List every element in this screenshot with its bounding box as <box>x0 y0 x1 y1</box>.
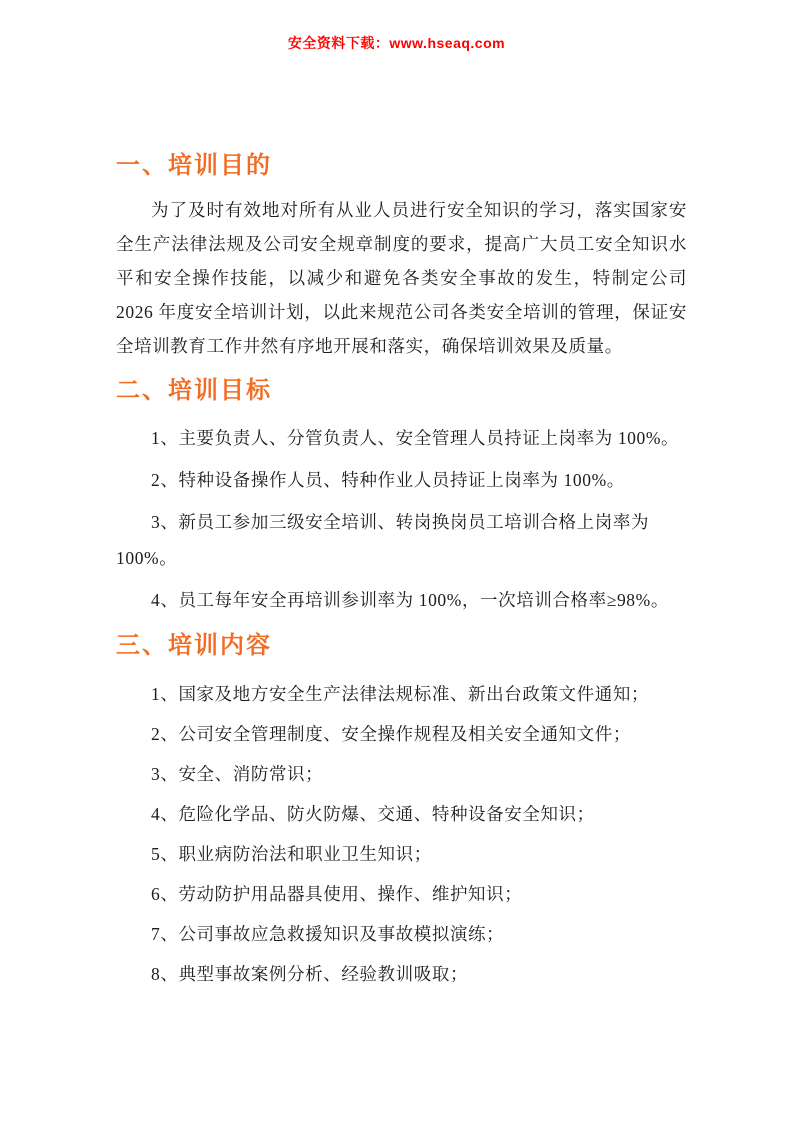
list-item-content-6: 6、劳动防护用品器具使用、操作、维护知识； <box>151 884 523 904</box>
list-item-content-1: 1、国家及地方安全生产法律法规标准、新出台政策文件通知； <box>151 684 650 704</box>
document-body <box>0 150 793 993</box>
list-item-content-7: 7、公司事故应急救援知识及事故模拟演练； <box>151 924 505 944</box>
list-item-content-8: 8、典型事故案例分析、经验教训吸取； <box>151 964 469 984</box>
training-goals-list <box>116 420 687 618</box>
list-item-goal-1: 1、主要负责人、分管负责人、安全管理人员持证上岗率为 100%。 <box>151 428 680 448</box>
list-item-goal-4: 4、员工每年安全再培训参训率为 100%，一次培训合格率≥98%。 <box>151 590 669 610</box>
section-heading-training-goals: 二、培训目标 <box>116 377 272 404</box>
site-watermark-header: 安全资料下载：www.hseaq.com <box>287 35 506 51</box>
list-item-goal-2: 2、特种设备操作人员、特种作业人员持证上岗率为 100%。 <box>151 470 625 490</box>
paragraph-training-purpose: 为了及时有效地对所有从业人员进行安全知识的学习，落实国家安全生产法律法规及公司安全规章制度的要求，提高广大员工安全知识水平和安全操作技能，以减少和避免各类安全事故的发生，特制定公司 2026 年度安全培训计划，以此来规范公司各类安全培训的管理，保证安全培训教育工作井然有序地开展和落实，确保培训效果及质量。 <box>116 200 687 356</box>
list-item-content-3: 3、安全、消防常识； <box>151 764 324 784</box>
section-heading-training-content: 三、培训内容 <box>116 632 272 659</box>
training-content-list <box>116 675 687 993</box>
list-item-content-5: 5、职业病防治法和职业卫生知识； <box>151 844 432 864</box>
list-item-content-2: 2、公司安全管理制度、安全操作规程及相关安全通知文件； <box>151 724 631 744</box>
list-item-goal-3: 3、新员工参加三级安全培训、转岗换岗员工培训合格上岗率为 100%。 <box>116 512 650 568</box>
section-heading-training-purpose: 一、培训目的 <box>116 152 272 179</box>
list-item-content-4: 4、危险化学品、防火防爆、交通、特种设备安全知识； <box>151 804 595 824</box>
